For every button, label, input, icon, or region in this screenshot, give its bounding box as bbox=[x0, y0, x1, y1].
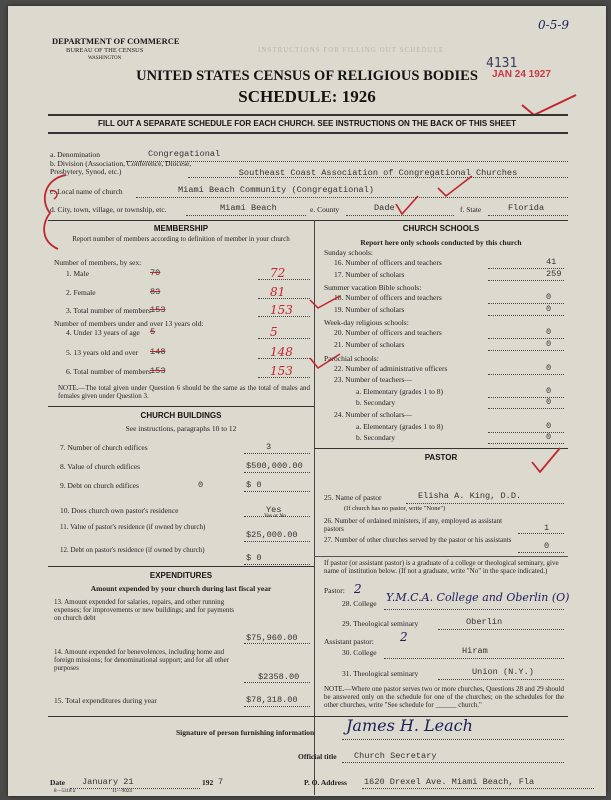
membership-total-members-2-hand: 153 bbox=[270, 364, 293, 378]
membership-over-13-hand: 148 bbox=[270, 345, 293, 359]
school-row-11-label: 23. Number of teachers— bbox=[334, 375, 412, 385]
membership-under-13-label: 4. Under 13 years of age bbox=[66, 328, 140, 337]
school-row-8-label: 21. Number of scholars bbox=[334, 340, 405, 349]
building-edifices-label: 7. Number of church edifices bbox=[60, 443, 148, 452]
q30-value: Hiram bbox=[462, 646, 488, 656]
expenditure-13-value: $75,960.00 bbox=[246, 633, 298, 643]
membership-under-13-hand: 5 bbox=[270, 325, 278, 339]
building-owns-residence-value: Yes bbox=[266, 505, 282, 515]
county-label: e. County bbox=[310, 205, 340, 214]
schools-subheading: Report here only schools conducted by this church bbox=[360, 238, 522, 247]
denomination-label: a. Denomination bbox=[50, 150, 100, 159]
building-edifice-value-value: $500,000.00 bbox=[246, 461, 303, 471]
q31-label: 31. Theological seminary bbox=[342, 669, 419, 678]
membership-total-members-2-label: 6. Total number of members bbox=[66, 367, 151, 376]
membership-over-13-label: 5. 13 years old and over bbox=[66, 348, 139, 357]
buildings-heading: CHURCH BUILDINGS bbox=[140, 411, 222, 420]
school-row-7-label: 20. Number of officers and teachers bbox=[334, 328, 442, 338]
year-suffix: 7 bbox=[218, 777, 224, 787]
official-title-value: Church Secretary bbox=[354, 751, 437, 761]
membership-subheading: Report number of members according to definition of member in your church bbox=[72, 235, 290, 243]
school-row-0-label: Sunday schools: bbox=[324, 248, 373, 257]
pastor-note: NOTE.—Where one pastor serves two or more churches, Questions 28 and 29 should be answered only on the schedule for one of the churches; on the schedules for the other churches, write "See schedule for ______ church." bbox=[324, 685, 564, 709]
school-row-1-value: 41 bbox=[546, 257, 557, 267]
expenditure-13-label: 13. Amount expended for salaries, repairs, and other running expenses; for improvements or new buildings; and for payments on church debt bbox=[54, 598, 235, 622]
date-label: Date bbox=[50, 778, 65, 787]
local-name-value: Miami Beach Community (Congregational) bbox=[178, 185, 374, 195]
division-value: Southeast Coast Association of Congregational Churches bbox=[238, 168, 518, 178]
building-edifice-debt-value: $ 0 bbox=[246, 480, 262, 490]
membership-male-label: 1. Male bbox=[66, 269, 89, 278]
q25-hint: (If church has no pastor, write "None") bbox=[344, 505, 446, 512]
school-row-5-label: 19. Number of scholars bbox=[334, 304, 405, 314]
expenditure-15-label: 15. Total expenditures during year bbox=[54, 696, 157, 705]
school-row-6-label: Week-day religious schools: bbox=[324, 318, 409, 328]
bureau-label: BUREAU OF THE CENSUS bbox=[66, 47, 144, 54]
building-residence-debt-value: $ 0 bbox=[246, 553, 262, 563]
red-check-membership-icon bbox=[306, 296, 346, 376]
building-edifices-value: 3 bbox=[266, 442, 272, 452]
school-row-10-label: 22. Number of administrative officers bbox=[334, 363, 448, 373]
census-schedule-sheet bbox=[8, 6, 606, 796]
red-checkmark-icon bbox=[520, 91, 580, 121]
q26-label: 26. Number of ordained ministers, if any, employed as assistant pastors bbox=[324, 517, 503, 533]
faint-bleed-text: INSTRUCTIONS FOR FILLING OUT SCHEDULE bbox=[258, 46, 445, 54]
po-address-value: 1620 Drexel Ave. Miami Beach, Fla bbox=[364, 777, 535, 787]
membership-female-label: 2. Female bbox=[66, 288, 96, 297]
q26-value: 1 bbox=[544, 523, 550, 533]
school-row-13-label: b. Secondary bbox=[356, 398, 396, 408]
members-by-sex-label: Number of members, by sex: bbox=[54, 258, 142, 267]
stamp-number: 4131 bbox=[486, 56, 518, 71]
pastor-heading: PASTOR bbox=[424, 453, 458, 462]
membership-note: NOTE.—The total given under Question 6 should be the same as the total of males and females given under Question 3. bbox=[58, 384, 310, 400]
q29-value: Oberlin bbox=[466, 617, 503, 627]
school-row-15-value: 0 bbox=[546, 420, 552, 431]
q25-label: 25. Name of pastor bbox=[324, 493, 382, 502]
school-row-4-value: 0 bbox=[546, 292, 552, 303]
school-row-1-label: 16. Number of officers and teachers bbox=[334, 258, 442, 267]
signature-label: Signature of person furnishing information bbox=[176, 728, 315, 737]
school-row-10-value: 0 bbox=[546, 362, 552, 373]
school-row-5-value: 0 bbox=[546, 303, 552, 314]
building-residence-value-value: $25,000.00 bbox=[246, 530, 298, 540]
local-name-label: c. Local name of church bbox=[50, 187, 123, 196]
school-row-3-label: Summer vacation Bible schools: bbox=[324, 283, 422, 293]
expenditure-15-value: $78,318.00 bbox=[246, 695, 298, 705]
membership-heading: MEMBERSHIP bbox=[153, 224, 209, 233]
members-age-intro: Number of members under and over 13 years old: bbox=[54, 319, 204, 328]
pastor-hand-mark: 2 bbox=[354, 582, 362, 596]
separate-schedule-instruction: FILL OUT A SEPARATE SCHEDULE FOR EACH CHURCH. SEE INSTRUCTIONS ON THE BACK OF THIS SHEET bbox=[97, 119, 517, 128]
membership-under-13-typed: 5 bbox=[150, 327, 156, 337]
state-value: Florida bbox=[508, 203, 545, 213]
assistant-hand-mark: 2 bbox=[400, 630, 408, 644]
membership-total-members-label: 3. Total number of members bbox=[66, 306, 151, 315]
membership-female-typed: 83 bbox=[150, 287, 161, 297]
building-edifice-debt-label: 9. Debt on church edifices bbox=[60, 481, 139, 490]
state-label: f. State bbox=[460, 205, 482, 214]
school-row-7-value: 0 bbox=[546, 327, 552, 338]
q27-value: 0 bbox=[544, 541, 550, 551]
q28-label: 28. College bbox=[342, 599, 377, 608]
city-value: Miami Beach bbox=[220, 203, 277, 213]
membership-total-members-hand: 153 bbox=[270, 303, 293, 317]
yes-or-no-hint: Yes or No bbox=[264, 513, 287, 519]
q28-value: Y.M.C.A. College and Oberlin (O) bbox=[386, 591, 570, 604]
form-code: 8—5318 a bbox=[54, 789, 75, 794]
buildings-subheading: See instructions, paragraphs 10 to 12 bbox=[125, 424, 237, 433]
form-code-2: 11—9024 bbox=[112, 789, 132, 794]
schedule-title: SCHEDULE: 1926 bbox=[238, 87, 376, 106]
graduate-intro: If pastor (or assistant pastor) is a graduate of a college or theological seminary, give name of institution below. (If not a graduate, write "No" in the space indicated.) bbox=[324, 559, 559, 575]
expenditures-subheading: Amount expended by your church during last fiscal year bbox=[90, 584, 272, 593]
department-label: DEPARTMENT OF COMMERCE bbox=[52, 36, 180, 46]
q30-label: 30. College bbox=[342, 648, 377, 657]
date-value: January 21 bbox=[82, 777, 134, 787]
city-label: d. City, town, village, or township, etc. bbox=[50, 205, 167, 214]
school-row-12-label: a. Elementary (grades 1 to 8) bbox=[356, 386, 444, 396]
school-row-14-label: 24. Number of scholars— bbox=[334, 410, 412, 419]
school-row-4-label: 18. Number of officers and teachers bbox=[334, 293, 442, 303]
school-row-2-label: 17. Number of scholars bbox=[334, 269, 405, 279]
membership-male-hand: 72 bbox=[270, 266, 286, 280]
school-row-8-value: 0 bbox=[546, 339, 552, 349]
received-date-stamp: JAN 24 1927 bbox=[492, 69, 551, 80]
red-check-county-icon bbox=[394, 194, 420, 218]
corner-number: 0-5-9 bbox=[538, 18, 570, 32]
year-prefix: 192 bbox=[202, 778, 214, 787]
school-row-9-label: Parochial schools: bbox=[324, 353, 379, 363]
form-title: UNITED STATES CENSUS OF RELIGIOUS BODIES bbox=[136, 68, 478, 84]
membership-total-members-2-typed: 153 bbox=[150, 366, 166, 376]
school-row-12-value: 0 bbox=[546, 385, 552, 396]
membership-male-typed: 70 bbox=[150, 268, 161, 278]
school-row-16-label: b. Secondary bbox=[356, 433, 396, 443]
assistant-pastor-label: Assistant pastor: bbox=[324, 637, 374, 646]
building-edifice-debt-count: 0 bbox=[198, 480, 204, 490]
division-label: b. Division (Association, Conference, Diocese, Presbytery, Synod, etc.) bbox=[50, 159, 192, 176]
building-owns-residence-label: 10. Does church own pastor's residence bbox=[60, 506, 179, 515]
pastor-label: Pastor: bbox=[324, 586, 345, 595]
red-check-local-name-icon bbox=[436, 174, 476, 198]
building-edifice-value-label: 8. Value of church edifices bbox=[60, 462, 141, 471]
expenditure-14-value: $2358.00 bbox=[258, 672, 300, 682]
official-title-label: Official title bbox=[298, 752, 337, 761]
po-address-label: P. O. Address bbox=[304, 778, 347, 787]
membership-female-hand: 81 bbox=[270, 285, 286, 299]
expenditures-heading: EXPENDITURES bbox=[149, 571, 213, 580]
schools-heading: CHURCH SCHOOLS bbox=[402, 224, 480, 233]
school-row-16-value: 0 bbox=[546, 432, 552, 443]
school-row-13-value: 0 bbox=[546, 397, 552, 408]
denomination-value: Congregational bbox=[148, 149, 221, 159]
school-row-2-value: 259 bbox=[546, 268, 562, 279]
q27-label: 27. Number of other churches served by the pastor or his assistants bbox=[324, 536, 512, 544]
city-label: WASHINGTON bbox=[88, 56, 122, 61]
membership-total-members-typed: 153 bbox=[150, 305, 166, 315]
membership-over-13-typed: 148 bbox=[150, 347, 166, 357]
signature-value: James H. Leach bbox=[346, 716, 473, 735]
red-check-pastor-icon bbox=[530, 446, 564, 476]
q29-label: 29. Theological seminary bbox=[342, 619, 419, 628]
q25-value: Elisha A. King, D.D. bbox=[418, 491, 522, 501]
q31-value: Union (N.Y.) bbox=[472, 667, 534, 677]
school-row-15-label: a. Elementary (grades 1 to 8) bbox=[356, 421, 444, 431]
county-value: Dade bbox=[374, 203, 395, 213]
building-residence-debt-label: 12. Debt on pastor's residence (if owned by church) bbox=[60, 546, 205, 554]
expenditure-14-label: 14. Amount expended for benevolences, including home and foreign missions; for denominational support; and for all other purposes bbox=[54, 648, 229, 672]
building-residence-value-label: 11. Value of pastor's residence (if owned by church) bbox=[60, 523, 206, 531]
